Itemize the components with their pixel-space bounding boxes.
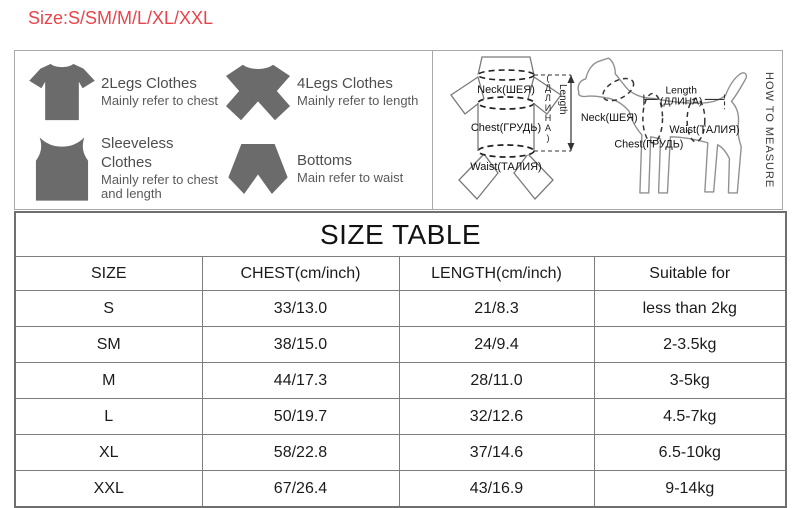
legend-text: [297, 75, 418, 108]
legend-text: [297, 152, 403, 185]
table-cell: 32/12.6: [399, 399, 594, 435]
col-header-size: SIZE: [15, 257, 202, 291]
table-cell: 44/17.3: [202, 363, 399, 399]
legend-label: 2Legs Clothes: [101, 74, 197, 92]
dog-waist-label: Waist(ТАЛИЯ): [669, 123, 740, 136]
how-to-measure-heading: HOW TO MEASURE: [763, 71, 775, 189]
table-cell: 43/16.9: [399, 471, 594, 508]
dog-chest-label: Chest(ГРУДЬ): [614, 138, 684, 151]
legend-item-4legs: [219, 53, 432, 130]
table-cell: 3-5kg: [594, 363, 786, 399]
col-header-length: LENGTH(cm/inch): [399, 257, 594, 291]
legend-label: Bottoms: [297, 151, 353, 169]
table-cell: 6.5-10kg: [594, 435, 786, 471]
table-cell: XXL: [15, 471, 202, 508]
table-cell: 37/14.6: [399, 435, 594, 471]
table-cell: 4.5-7kg: [594, 399, 786, 435]
table-row: [15, 327, 786, 363]
table-cell: M: [15, 363, 202, 399]
table-row: [15, 363, 786, 399]
legend-label: 4Legs Clothes: [297, 74, 393, 92]
table-cell: S: [15, 291, 202, 327]
top-section: [14, 50, 783, 210]
page-title: Size:S/SM/M/L/XL/XXL: [28, 8, 214, 28]
legend-desc: Mainly refer to length: [297, 92, 419, 108]
garment-length-en-label: Length: [557, 84, 568, 115]
sleeveless-vest-icon: [23, 137, 101, 201]
tshirt-icon: [23, 63, 101, 121]
table-cell: 21/8.3: [399, 291, 594, 327]
legend-item-2legs: [23, 53, 219, 130]
garment-waist-label: Waist(ТАЛИЯ): [470, 161, 542, 173]
legend-text: [101, 135, 219, 202]
size-table-title: SIZE TABLE: [15, 212, 786, 257]
garment-chest-label: Chest(ГРУДЬ): [470, 122, 542, 134]
table-cell: 58/22.8: [202, 435, 399, 471]
legend-item-bottoms: [219, 130, 432, 207]
legend-text: [101, 75, 218, 108]
table-cell: less than 2kg: [594, 291, 786, 327]
table-cell: 38/15.0: [202, 327, 399, 363]
how-to-measure-panel: [433, 50, 783, 210]
table-cell: 33/13.0: [202, 291, 399, 327]
dog-neck-label: Neck(ШЕЯ): [580, 112, 638, 125]
table-cell: 2-3.5kg: [594, 327, 786, 363]
garment-neck-label: Neck(ШЕЯ): [477, 84, 535, 96]
col-header-chest: CHEST(cm/inch): [202, 257, 399, 291]
dog-length-ru-label: (ДЛИНА): [660, 96, 703, 108]
legend-desc: Mainly refer to chest and length: [101, 171, 219, 202]
legend-label: Sleeveless Clothes: [101, 135, 174, 171]
table-cell: 24/9.4: [399, 327, 594, 363]
table-row: [15, 291, 786, 327]
four-legs-clothes-icon: [219, 60, 297, 124]
size-table-title-row: [15, 212, 786, 257]
size-table-header-row: [15, 257, 786, 291]
legend-desc: Mainly refer to chest: [101, 92, 219, 108]
table-cell: 67/26.4: [202, 471, 399, 508]
table-row: [15, 399, 786, 435]
table-cell: 50/19.7: [202, 399, 399, 435]
table-cell: SM: [15, 327, 202, 363]
table-row: [15, 471, 786, 508]
garment-measure-diagram: [439, 54, 579, 206]
clothes-type-legend: [14, 50, 433, 210]
table-cell: 28/11.0: [399, 363, 594, 399]
legend-item-sleeveless: [23, 130, 219, 207]
table-cell: XL: [15, 435, 202, 471]
size-table: [14, 211, 787, 508]
garment-length-ru-label: (ДЛИНА): [543, 73, 553, 143]
dog-length-en-label: Length: [665, 85, 697, 97]
legend-desc: Main refer to waist: [297, 169, 404, 185]
bottoms-icon: [219, 144, 297, 194]
col-header-suitable: Suitable for: [594, 257, 786, 291]
dog-measure-diagram: [573, 53, 755, 201]
table-cell: 9-14kg: [594, 471, 786, 508]
table-row: [15, 435, 786, 471]
table-cell: L: [15, 399, 202, 435]
